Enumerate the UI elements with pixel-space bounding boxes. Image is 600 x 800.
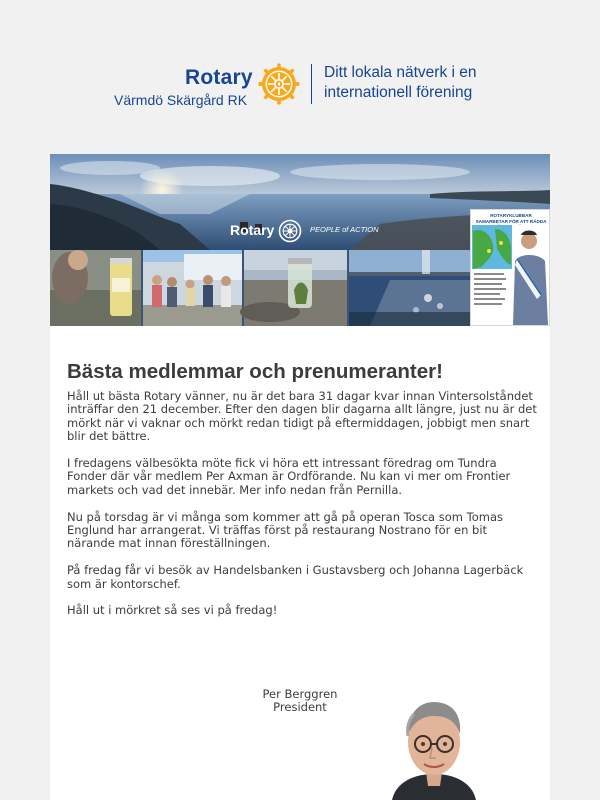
letter-heading: Bästa medlemmar och prenumeranter! (67, 360, 443, 383)
photo-sea-glitter (349, 250, 470, 326)
tagline-line-1: Ditt lokala nätverk i en (324, 64, 477, 81)
signature-name: Per Berggren (262, 687, 338, 701)
rotary-logo[interactable] (114, 62, 304, 112)
president-portrait-image (386, 696, 482, 800)
paragraph-4: På fredag får vi besök av Handelsbanken i Gustavsberg och Johanna Lagerbäck som är kontorschef. (67, 563, 524, 591)
paragraph-3: Nu på torsdag är vi många som kommer att gå på operan Tosca som Tomas Englund har arrangerat. Vi träffas först på restaurang Nostrano för en bit närande mat innan föreställningen. (67, 509, 503, 551)
paragraph-5: Håll ut i mörkret så ses vi på fredag! (67, 603, 278, 618)
paragraph-2: I fredagens välbesökta möte fick vi höra ett intressant föredrag om Tundra Fonder där vår medlem Per Axman är Ordförande. Nu kan vi mer om Frontier markets och vad det innebär. Mer info nedan från Pernilla. (67, 456, 511, 497)
flyer-map-and-person-image (471, 225, 549, 325)
club-name: Värmdö Skärgård RK (114, 92, 248, 108)
photo-outdoor-stand (143, 250, 242, 326)
banner-photo-strip (50, 250, 470, 326)
badge-rotary-word: Rotary (230, 222, 275, 238)
paragraph-1: Håll ut bästa Rotary vänner, nu är det bara 31 dagar kvar innan Vintersolståndet inträffar den 21 december. Efter den dagen blir dagarna allt längre, just nu är det mörkt när vi vaknar och mörkt redan tidigt på eftermiddagen, jobbigt men snart blir det bättre. (67, 389, 537, 444)
letter-paragraphs (67, 390, 537, 631)
signature-block (250, 688, 350, 715)
letter-body (50, 326, 550, 800)
rotary-wheel-icon (278, 219, 302, 243)
club-tagline (324, 63, 477, 103)
signature-title: President (273, 700, 327, 715)
badge-people-of-action: PEOPLE of ACTION (310, 225, 379, 234)
photo-jar-on-rocks (240, 250, 347, 326)
flyer-title: ROTARYKLUBBAR SAMARBETAR FÖR ATT RÄDDA (475, 213, 547, 224)
photo-child-with-jar (50, 250, 141, 326)
rotary-people-of-action-badge (226, 218, 379, 244)
tagline-line-2: internationell förening (324, 84, 473, 101)
email-header (0, 0, 600, 154)
rotary-wordmark: Rotary (185, 66, 253, 89)
header-divider (311, 64, 312, 104)
baltic-sea-flyer (470, 209, 550, 326)
banner-collage (50, 154, 550, 326)
rotary-wheel-icon (257, 62, 301, 106)
